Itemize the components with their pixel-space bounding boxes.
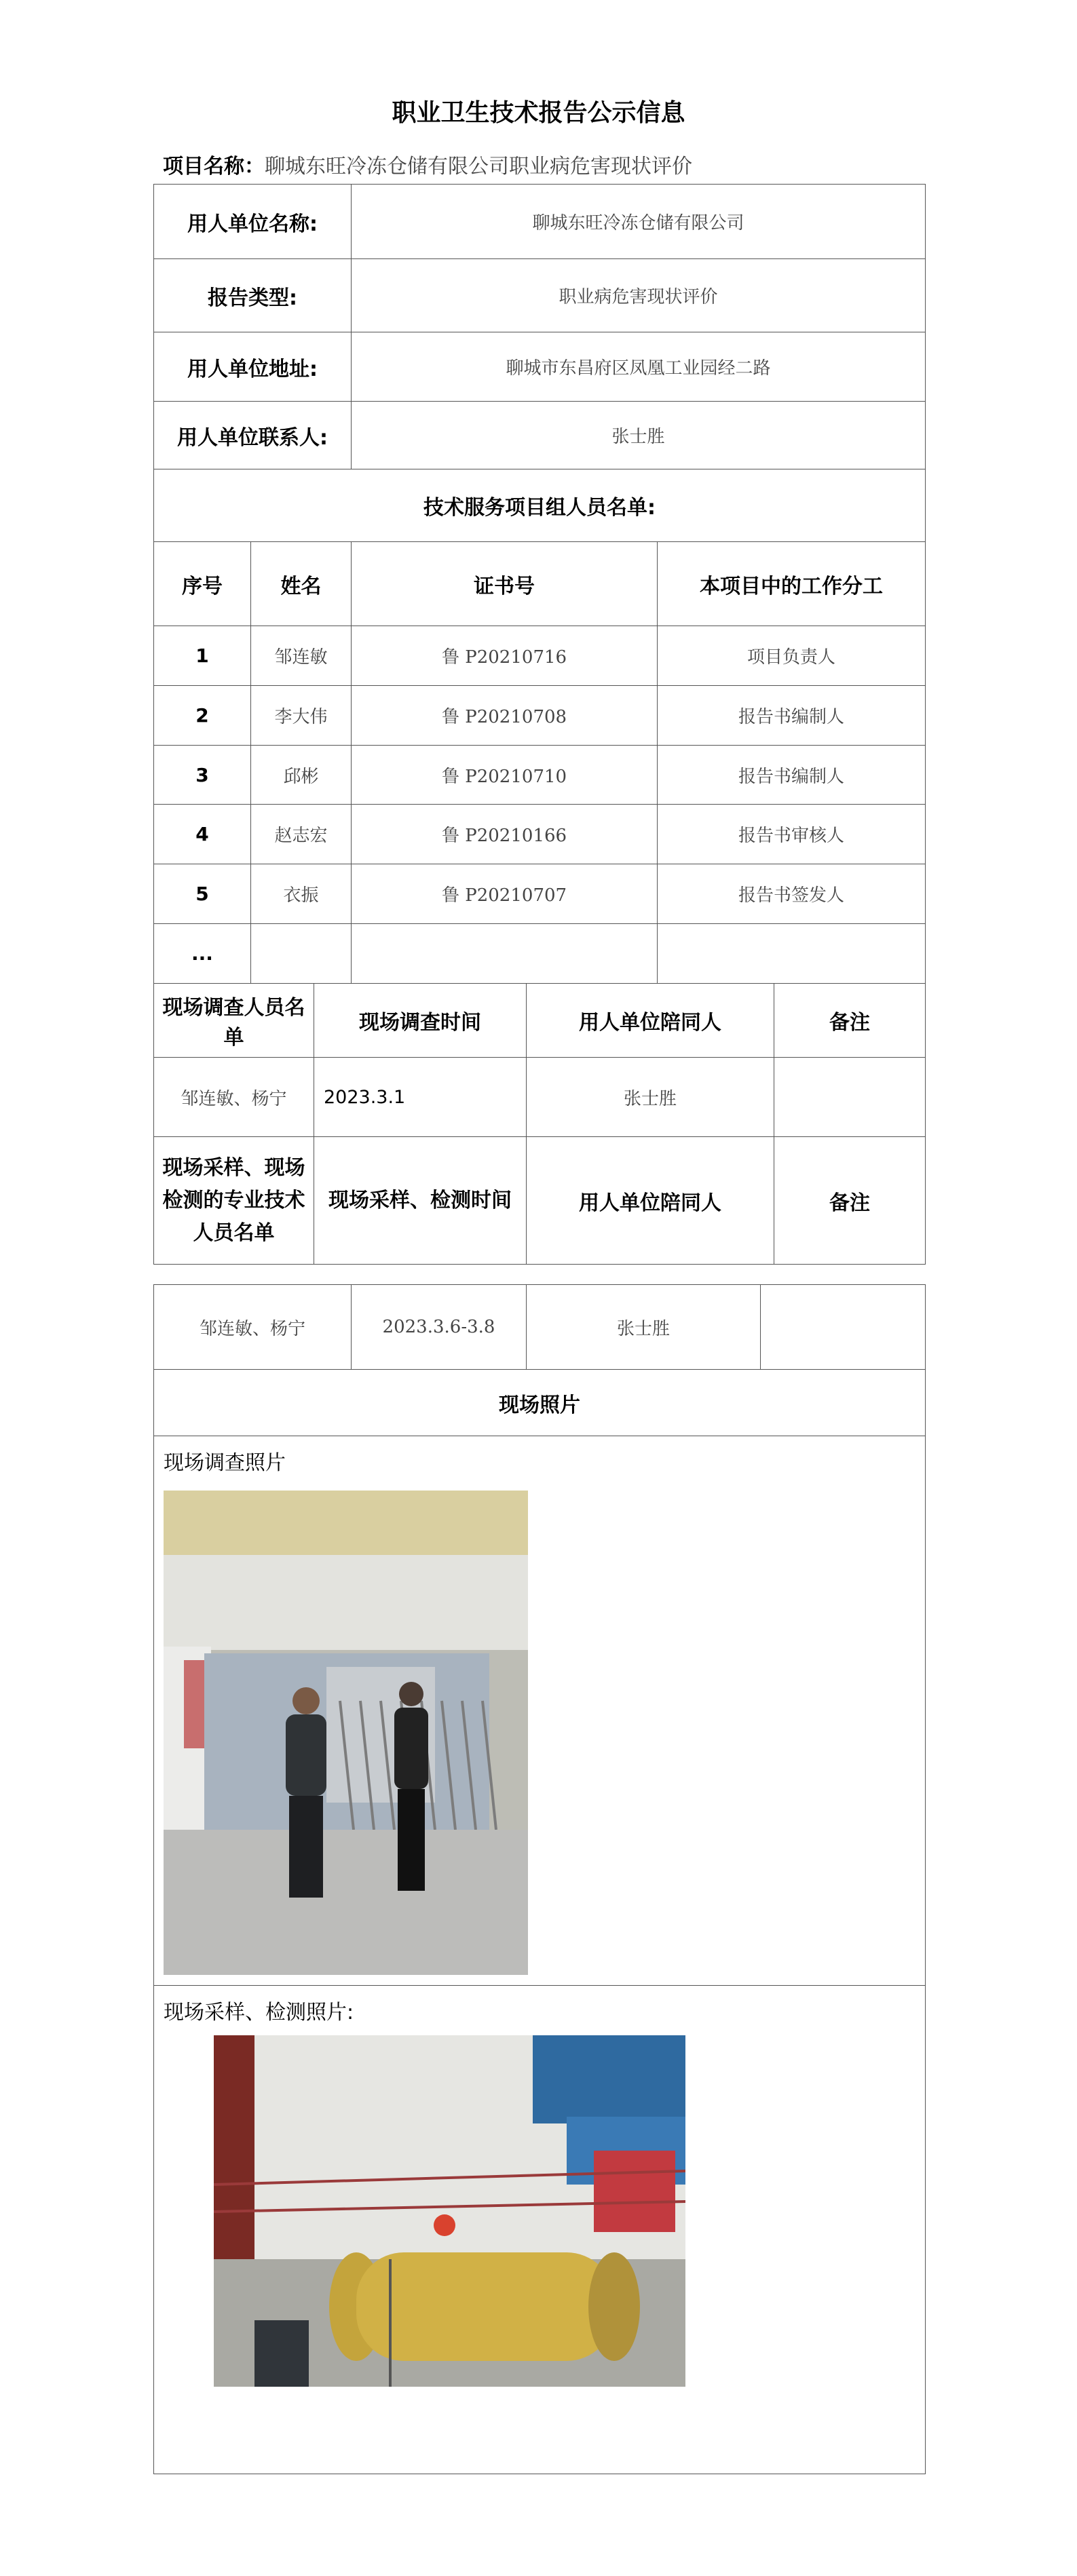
project-name-label: 项目名称： — [163, 155, 265, 178]
table-row-ellipsis — [154, 924, 926, 984]
sampling-date: 2023.3.6-3.8 — [352, 1285, 527, 1370]
column-header: 本项目中的工作分工 — [658, 542, 926, 626]
column-header: 序号 — [154, 542, 251, 626]
row-number: 3 — [154, 746, 251, 805]
member-name: 李大伟 — [251, 686, 352, 746]
column-header: 用人单位陪同人 — [527, 984, 774, 1058]
empty-cell — [251, 924, 352, 984]
info-value: 聊城东旺冷冻仓储有限公司 — [352, 185, 926, 259]
ellipsis-cell: ... — [154, 924, 251, 984]
team-heading: 技术服务项目组人员名单: — [154, 469, 926, 542]
sampling-photo-label: 现场采样、检测照片: — [164, 2001, 354, 2024]
work-role: 报告书编制人 — [658, 746, 926, 805]
report-info-table — [153, 184, 926, 1265]
photos-heading-row — [154, 1370, 926, 1436]
certificate-number: 鲁 P20210707 — [352, 864, 658, 924]
sampling-companion: 张士胜 — [527, 1285, 761, 1370]
survey-photo-label: 现场调查照片 — [164, 1451, 286, 1475]
certificate-number: 鲁 P20210166 — [352, 805, 658, 864]
info-row-company — [154, 185, 926, 259]
member-name: 邹连敏 — [251, 626, 352, 686]
column-header: 现场调查人员名单 — [154, 984, 314, 1058]
sampling-header-row — [154, 1137, 926, 1265]
photos-heading: 现场照片 — [154, 1370, 926, 1436]
info-row-contact — [154, 402, 926, 469]
certificate-number: 鲁 P20210708 — [352, 686, 658, 746]
info-label: 报告类型: — [154, 259, 352, 332]
survey-photo-row — [154, 1436, 926, 1986]
member-name: 邱彬 — [251, 746, 352, 805]
team-header-row — [154, 542, 926, 626]
info-value: 聊城市东昌府区凤凰工业园经二路 — [352, 332, 926, 402]
row-number: 1 — [154, 626, 251, 686]
info-label: 用人单位名称: — [154, 185, 352, 259]
column-header: 证书号 — [352, 542, 658, 626]
survey-data-row — [154, 1058, 926, 1137]
member-name: 衣振 — [251, 864, 352, 924]
survey-header-row — [154, 984, 926, 1058]
info-label: 用人单位地址: — [154, 332, 352, 402]
sampling-data-row — [154, 1285, 926, 1370]
info-value: 职业病危害现状评价 — [352, 259, 926, 332]
table-row — [154, 805, 926, 864]
column-header: 现场调查时间 — [314, 984, 527, 1058]
sampling-photo-row — [154, 1986, 926, 2474]
team-heading-row — [154, 469, 926, 542]
sampling-photo-cell — [154, 1986, 926, 2474]
member-name: 赵志宏 — [251, 805, 352, 864]
column-header: 用人单位陪同人 — [527, 1137, 774, 1265]
report-photo-table — [153, 1284, 926, 2474]
column-header: 备注 — [774, 984, 926, 1058]
info-label: 用人单位联系人: — [154, 402, 352, 469]
row-number: 5 — [154, 864, 251, 924]
work-role: 项目负责人 — [658, 626, 926, 686]
survey-date: 2023.3.1 — [314, 1058, 527, 1137]
work-role: 报告书编制人 — [658, 686, 926, 746]
survey-staff: 邹连敏、杨宁 — [154, 1058, 314, 1137]
column-header: 现场采样、检测时间 — [314, 1137, 527, 1265]
page-title: 职业卫生技术报告公示信息 — [392, 99, 685, 127]
info-row-address — [154, 332, 926, 402]
column-header: 现场采样、现场检测的专业技术人员名单 — [154, 1137, 314, 1265]
work-role: 报告书签发人 — [658, 864, 926, 924]
empty-cell — [658, 924, 926, 984]
info-row-report-type — [154, 259, 926, 332]
sampling-note — [761, 1285, 926, 1370]
survey-photo-cell — [154, 1436, 926, 1986]
column-header: 备注 — [774, 1137, 926, 1265]
project-name-line — [163, 149, 692, 179]
table-row — [154, 686, 926, 746]
certificate-number: 鲁 P20210710 — [352, 746, 658, 805]
empty-cell — [352, 924, 658, 984]
certificate-number: 鲁 P20210716 — [352, 626, 658, 686]
column-header: 姓名 — [251, 542, 352, 626]
project-name-value: 聊城东旺冷冻仓储有限公司职业病危害现状评价 — [265, 155, 692, 178]
work-role: 报告书审核人 — [658, 805, 926, 864]
info-value: 张士胜 — [352, 402, 926, 469]
survey-photo — [164, 1491, 528, 1975]
sampling-photo — [214, 2035, 685, 2387]
table-row — [154, 864, 926, 924]
row-number: 4 — [154, 805, 251, 864]
row-number: 2 — [154, 686, 251, 746]
survey-companion: 张士胜 — [527, 1058, 774, 1137]
table-row — [154, 626, 926, 686]
survey-note — [774, 1058, 926, 1137]
sampling-staff: 邹连敏、杨宁 — [154, 1285, 352, 1370]
table-row — [154, 746, 926, 805]
